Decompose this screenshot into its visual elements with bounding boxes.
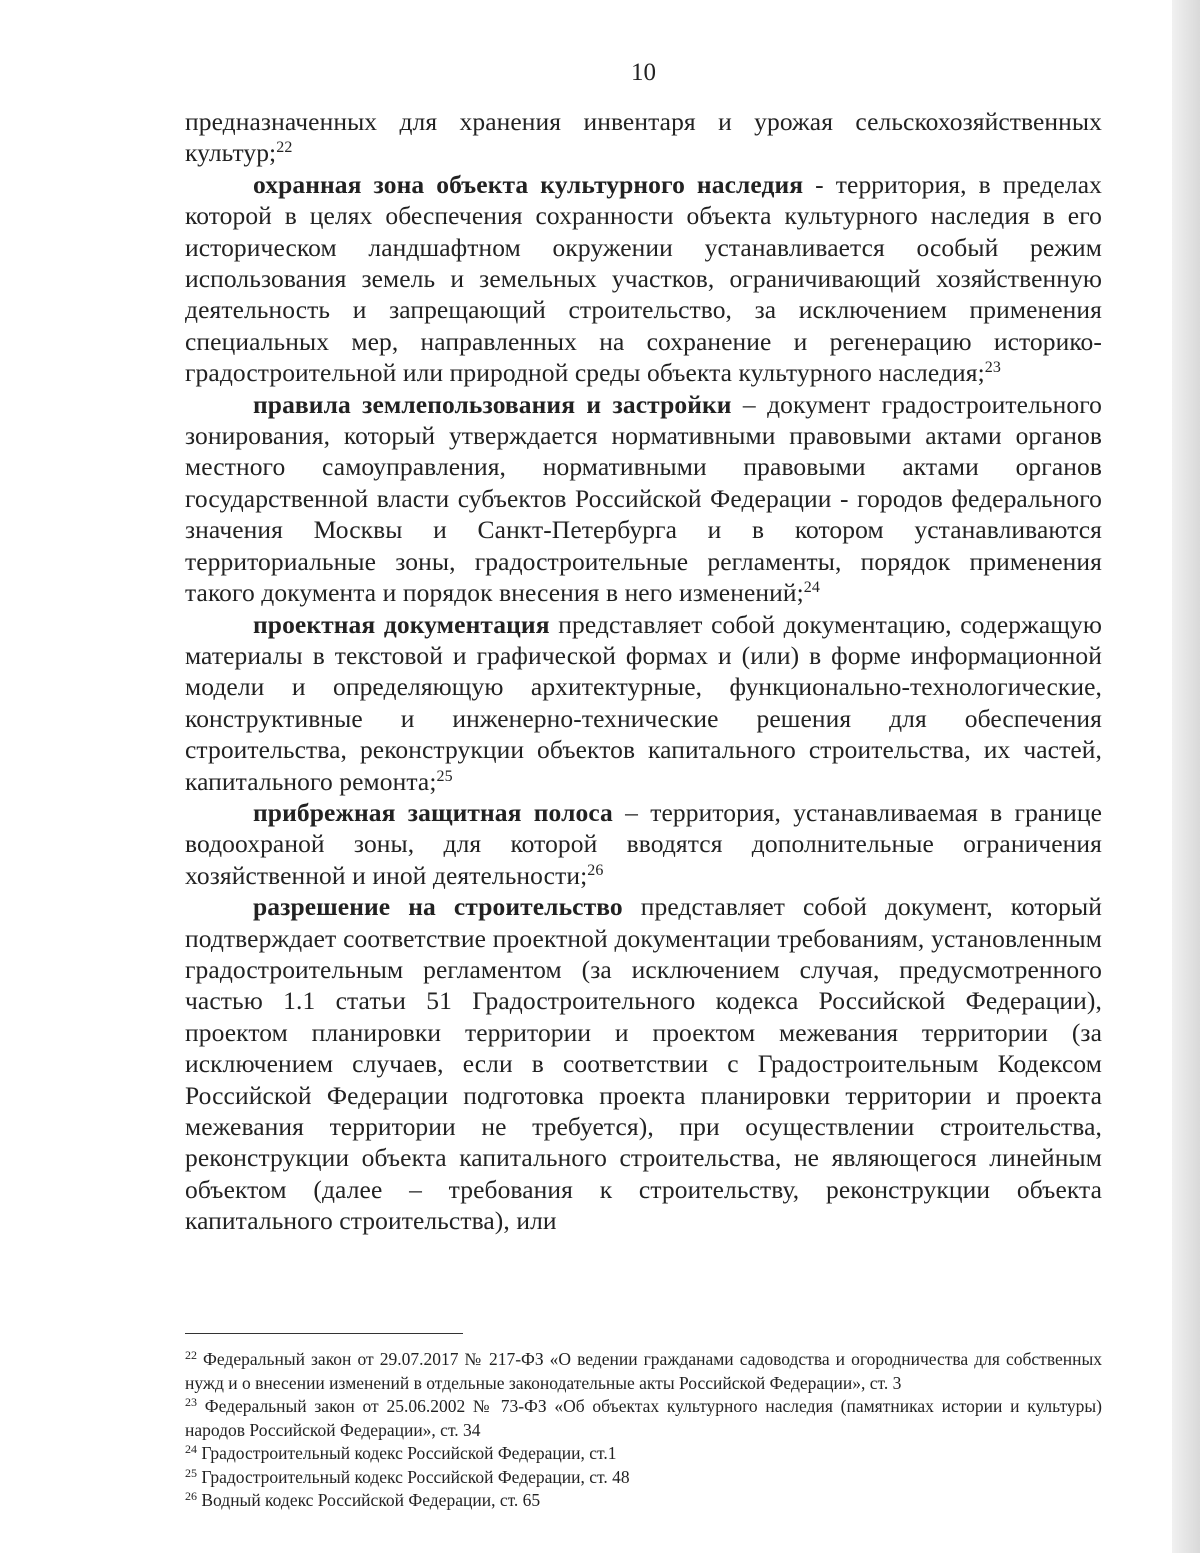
definition-land-use-rules [185, 389, 1102, 609]
footnote-ref: 24 [803, 579, 820, 597]
footnotes [185, 1348, 1102, 1513]
footnote-text: Водный кодекс Российской Федерации, ст. 65 [197, 1490, 541, 1510]
footnote-divider [185, 1333, 463, 1334]
definition-term: прибрежная защитная полоса [253, 797, 613, 827]
paragraph-text: предназначенных для хранения инвентаря и урожая сельскохозяйственных культур; [185, 107, 1102, 168]
footnote-ref: 22 [276, 139, 293, 157]
definition-term: правила землепользования и застройки [253, 389, 732, 419]
definition-coastal-strip [185, 797, 1102, 891]
page-number: 10 [631, 59, 656, 86]
scan-edge [1172, 0, 1200, 1553]
page-body [185, 106, 1102, 1237]
footnote [185, 1348, 1102, 1395]
footnote-ref: 23 [984, 359, 1001, 377]
footnote-text: Градостроительный кодекс Российской Федерации, ст.1 [197, 1443, 617, 1463]
footnote-text: Федеральный закон от 29.07.2017 № 217-ФЗ «О ведении гражданами садоводства и огородничества для собственных нужд и о внесении изменений в отдельные законодательные акты Российской Федерации», ст. 3 [185, 1349, 1102, 1393]
footnote [185, 1395, 1102, 1442]
footnote-text: Федеральный закон от 25.06.2002 № 73-ФЗ «Об объектах культурного наследия (памятниках истории и культуры) народов Российской Федерации», ст. 34 [185, 1396, 1102, 1440]
definition-text: представляет собой документацию, содержащую материалы в текстовой и графической формах и (или) в форме информационной модели и определяющую архитектурные, функционально-технологические, конструктивные и инженерно-технические решения для обеспечения строительства, реконструкции объектов капитального строительства, их частей, капитального ремонта; [185, 609, 1102, 796]
footnote [185, 1466, 1102, 1490]
footnote-number: 22 [185, 1348, 197, 1362]
definition-protected-zone [185, 169, 1102, 389]
footnote-text: Градостроительный кодекс Российской Федерации, ст. 48 [197, 1466, 630, 1487]
footnote [185, 1442, 1102, 1466]
footnote-number: 26 [185, 1489, 197, 1503]
definition-term: проектная документация [253, 609, 550, 639]
footnote-number: 23 [185, 1395, 197, 1409]
footnote-ref: 25 [436, 767, 453, 785]
definition-text: – территория, устанавливаемая в границе водоохраной зоны, для которой вводятся дополнительные ограничения хозяйственной и иной деятельности; [185, 797, 1102, 890]
definition-building-permit [185, 891, 1102, 1236]
paragraph-continuation [185, 106, 1102, 169]
footnote-number: 25 [185, 1465, 197, 1480]
definition-text: представляет собой документ, который подтверждает соответствие проектной документации требованиям, установленным градостроительным регламентом (за исключением случая, предусмотренного частью 1.1 статьи 51 Градостроительного кодекса Российской Федерации), проектом планировки территории и проектом межевания территории (за исключением случаев, если в соответствии с Градостроительным Кодексом Российской Федерации подготовка проекта планировки территории и проекта межевания территории не требуется), при осуществлении строительства, реконструкции объекта капитального строительства, не являющегося линейным объектом (далее – требования к строительству, реконструкции объекта капитального строительства), или [185, 892, 1102, 1236]
definition-term: охранная зона объекта культурного наследия [253, 169, 804, 199]
definition-text: - территория, в пределах которой в целях обеспечения сохранности объекта культурного наследия в его историческом ландшафтном окружении устанавливается особый режим использования земель и земельных участков, ограничивающий хозяйственную деятельность и запрещающий строительство, за исключением применения специальных мер, направленных на сохранение и регенерацию историко-градостроительной или природной среды объекта культурного наследия; [185, 169, 1102, 388]
definition-text: – документ градостроительного зонирования, который утверждается нормативными правовыми актами органов местного самоуправления, нормативными правовыми актами органов государственной власти субъектов Российской Федерации - городов федерального значения Москвы и Санкт-Петербурга и в котором устанавливаются территориальные зоны, градостроительные регламенты, порядок применения такого документа и порядок внесения в него изменений; [185, 389, 1102, 608]
footnote-number: 24 [185, 1442, 197, 1456]
definition-project-documentation [185, 609, 1102, 797]
definition-term: разрешение на строительство [253, 892, 623, 922]
footnote-ref: 26 [587, 861, 604, 879]
footnote [185, 1489, 1102, 1513]
